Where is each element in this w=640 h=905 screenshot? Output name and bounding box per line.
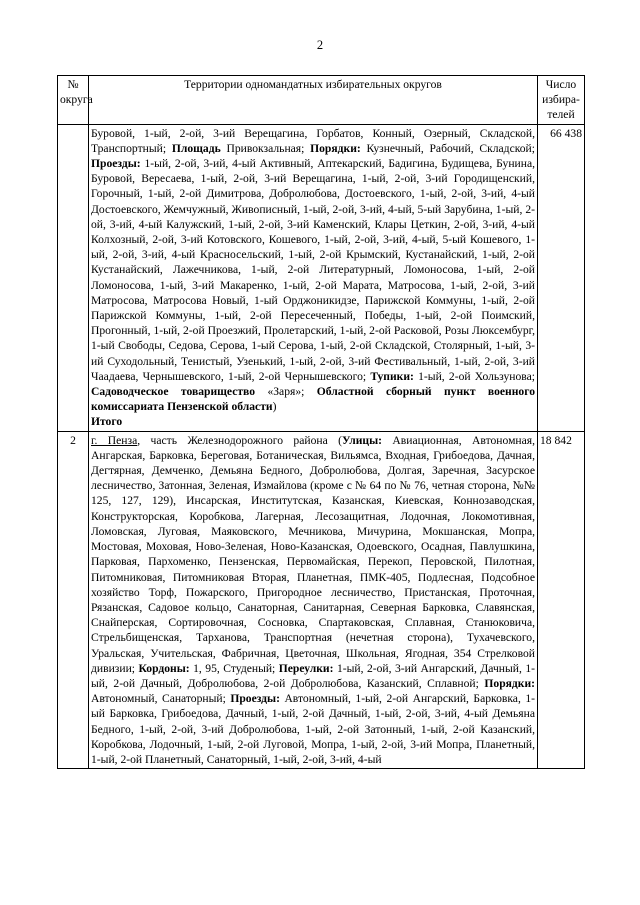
text-fragment: Автономный, Санаторный; xyxy=(91,692,231,706)
heading-cordons: Кордоны: xyxy=(138,661,190,675)
header-voters: Число избира-телей xyxy=(538,76,585,125)
text-fragment: «Заря»; xyxy=(255,385,317,399)
heading-square: Площадь xyxy=(171,141,221,155)
heading-orders: Порядки: xyxy=(484,676,535,690)
table-header-row xyxy=(58,76,585,125)
text-fragment: Автономный, 1-ый, 2-ой Ангарский, Барковка, 1-ый Барковка, Грибоедова, Дачный, 1-ый, 2-ой Дачный, 1-ый, 2-ой, 3-ий, 4-ый Демьяна Бедного, 1-ый, 2-ой, 3-ий Добролюбова, 1-ый, 2-ой Затонный, 1-ый, 2-ой Казанский, Коробкова, Лодочный, 1-ый, 2-ой Луговой, Мопра, 1-ый, 2-ой, 3-ий Мопра, Планетный, 1-ый, 2-ой Планетный, Санаторный, 1-ый, 2-ой, 3-ий, 4-ый xyxy=(91,692,535,766)
header-territory: Территории одномандатных избирательных округов xyxy=(89,76,538,125)
heading-lanes: Порядки: xyxy=(310,141,361,155)
district-2-number: 2 xyxy=(58,431,89,768)
table-row-district-1-continued xyxy=(58,124,585,431)
page-number: 2 xyxy=(316,38,324,52)
text-fragment: 1-ый, 2-ой, 3-ий Ангарский, Дачный, 1-ый, 2-ой Дачный, Добролюбова, 2-ой Добролюбова, Казанский, Сплавной; xyxy=(91,661,536,690)
text-fragment: 1-ый, 2-ой, 3-ий, 4-ый Активный, Аптекарский, Бадигина, Будищева, Бунина, Буровой, Вересаева, 1-ый, 2-ой, 3-ий Верещагина, 1-ый, 2-ой, 3-ий Городищенский, Горочный, 1-ый, 2-ой Димитрова, Добролюбова, Достоевского, 1-ый, 2-ой, 3-ий, 4-ый Достоевского, Жемчужный, Живописный, 1-ый, 2-ой, 3-ий, 4-ый, 5-ый Зарубина, 1-ый, 2-ой, 3-ий, 4-ый Калужский, 1-ый, 2-ой, 3-ий Каменский, Клары Цеткин, 2-ой, 3-ий, 4-ый Колхозный, 2-ой, 3-ий Котовского, Кошевого, 1-ый, 2-ой, 3-ий, 4-ый, 5-ый Кошевого, 1-ый, 2-ой, 3-ий, 4-ый Красносельский, 1-ый, 2-ой Крымский, Кустанайский, 1-ый, 2-ой Кустанайский, Лажечникова, 1-ый, 2-ой Литературный, Ломоносова, 1-ый, 2-ой Ломоносова, 1-ый, 3-ий Макаренко, 1-ый, 2-ой Марата, Матросова, 1-ый, 2-ой, 3-ий Матросова, Матросова Новый, 1-ый Орджоникидзе, Парижской Коммуны, 1-ый, 2-ой Парижской Коммуны, 1-ый, 2-ой Пересеченный, Победы, 1-ый, 2-ой Поимский, Прогонный, 1-ый, 2-ой Проезжий, Пролетарский, 1-ый, 2-ой Расковой, Розы Люксембург, 1-ый Свободы, Седова, Серова, 1-ый Серова, 1-ый, 2-ой Складской, Столярный, 1-ый, 3-ий Суходольный, Тенистый, Узенький, 1-ый, 2-ой, 3-ий Фестивальный, 1-ый, 2-ой, 3-ий Чаадаева, Чернышевского, 1-ый, 2-ой Чернышевского; xyxy=(91,157,535,383)
text-fragment: Буровой, 1-ый, 2-ой, 3-ий Верещагина, Горбатов, Конный, Озерный, Складской, Транспортный; xyxy=(91,126,535,155)
districts-table xyxy=(57,75,585,769)
heading-dead-ends: Тупики: xyxy=(370,369,414,383)
text-fragment: , часть Железнодорожного района ( xyxy=(137,433,343,447)
district-1-territory-cell xyxy=(89,124,538,431)
text-fragment: 1-ый, 2-ой Хользунова; xyxy=(413,369,535,383)
total-label: Итого xyxy=(91,415,123,429)
heading-passages: Проезды: xyxy=(91,157,141,171)
district-2-voters: 18 842 xyxy=(538,431,585,768)
heading-streets: Улицы: xyxy=(342,433,382,447)
table-row-district-2 xyxy=(58,431,585,768)
text-fragment: Привокзальная; xyxy=(220,141,311,155)
header-district-number: № округа xyxy=(58,76,89,125)
text-fragment: Кузнечный, Рабочий, Складской; xyxy=(360,141,535,155)
text-fragment: ) xyxy=(272,400,277,414)
text-fragment: 1, 95, Студеный; xyxy=(189,661,279,675)
text-fragment: Авиационная, Автономная, Ангарская, Барковка, Береговая, Ботаническая, Вильямса, Входная, Грибоедова, Дачная, Дегтярная, Демченко, Демьяна Бедного, Добролюбова, Долгая, Заречная, Засурское лесничество, Затонная, Зеленая, Измайлова (кроме с № 64 по № 76, четная сторона, №№ 125, 127, 129), Инсарская, Институтская, Казанская, Киевская, Коннозаводская, Конструкторская, Коробкова, Лагерная, Лесозащитная, Лодочная, Локомотивная, Ломовская, Луговая, Маяковского, Мечникова, Мичурина, Мокшанская, Мопра, Мостовая, Моховая, Ново-Зеленая, Ново-Казанская, Одоевского, Осадная, Павлушкина, Парковая, Пархоменко, Пензенская, Первомайская, Перекоп, Перовской, Пилотная, Питомниковая, Питомниковая Вторая, Планетная, ПМК-405, Подлесная, Подсобное хозяйство Торф, Пожарского, Пригородное лесничество, Пристанская, Проточная, Рязанская, Садовое кольцо, Санаторная, Санитарная, Северная Барковка, Славянская, Снайперская, Сортировочная, Сосновка, Спартаковская, Сплавная, Станюковича, Стрельбищенская, Тарханова, Транспортная (нечетная сторона), Тухачевского, Уральская, Учительская, Фабричная, Цветочная, Школьная, Ягодная, 354 Стрелковой дивизии; xyxy=(91,433,536,675)
district-2-territory-cell xyxy=(89,431,538,768)
district-1-total-value: 66 438 xyxy=(538,124,585,431)
heading-lanes: Переулки: xyxy=(278,661,334,675)
district-1-number-cell xyxy=(58,124,89,431)
city-name: г. Пенза xyxy=(91,433,138,447)
heading-passages: Проезды: xyxy=(230,692,280,706)
heading-garden-partnership: Садоводческое товарищество xyxy=(91,385,256,399)
heading-military-center: Областной сборный пункт военного комиссариата Пензенской области xyxy=(91,385,535,414)
